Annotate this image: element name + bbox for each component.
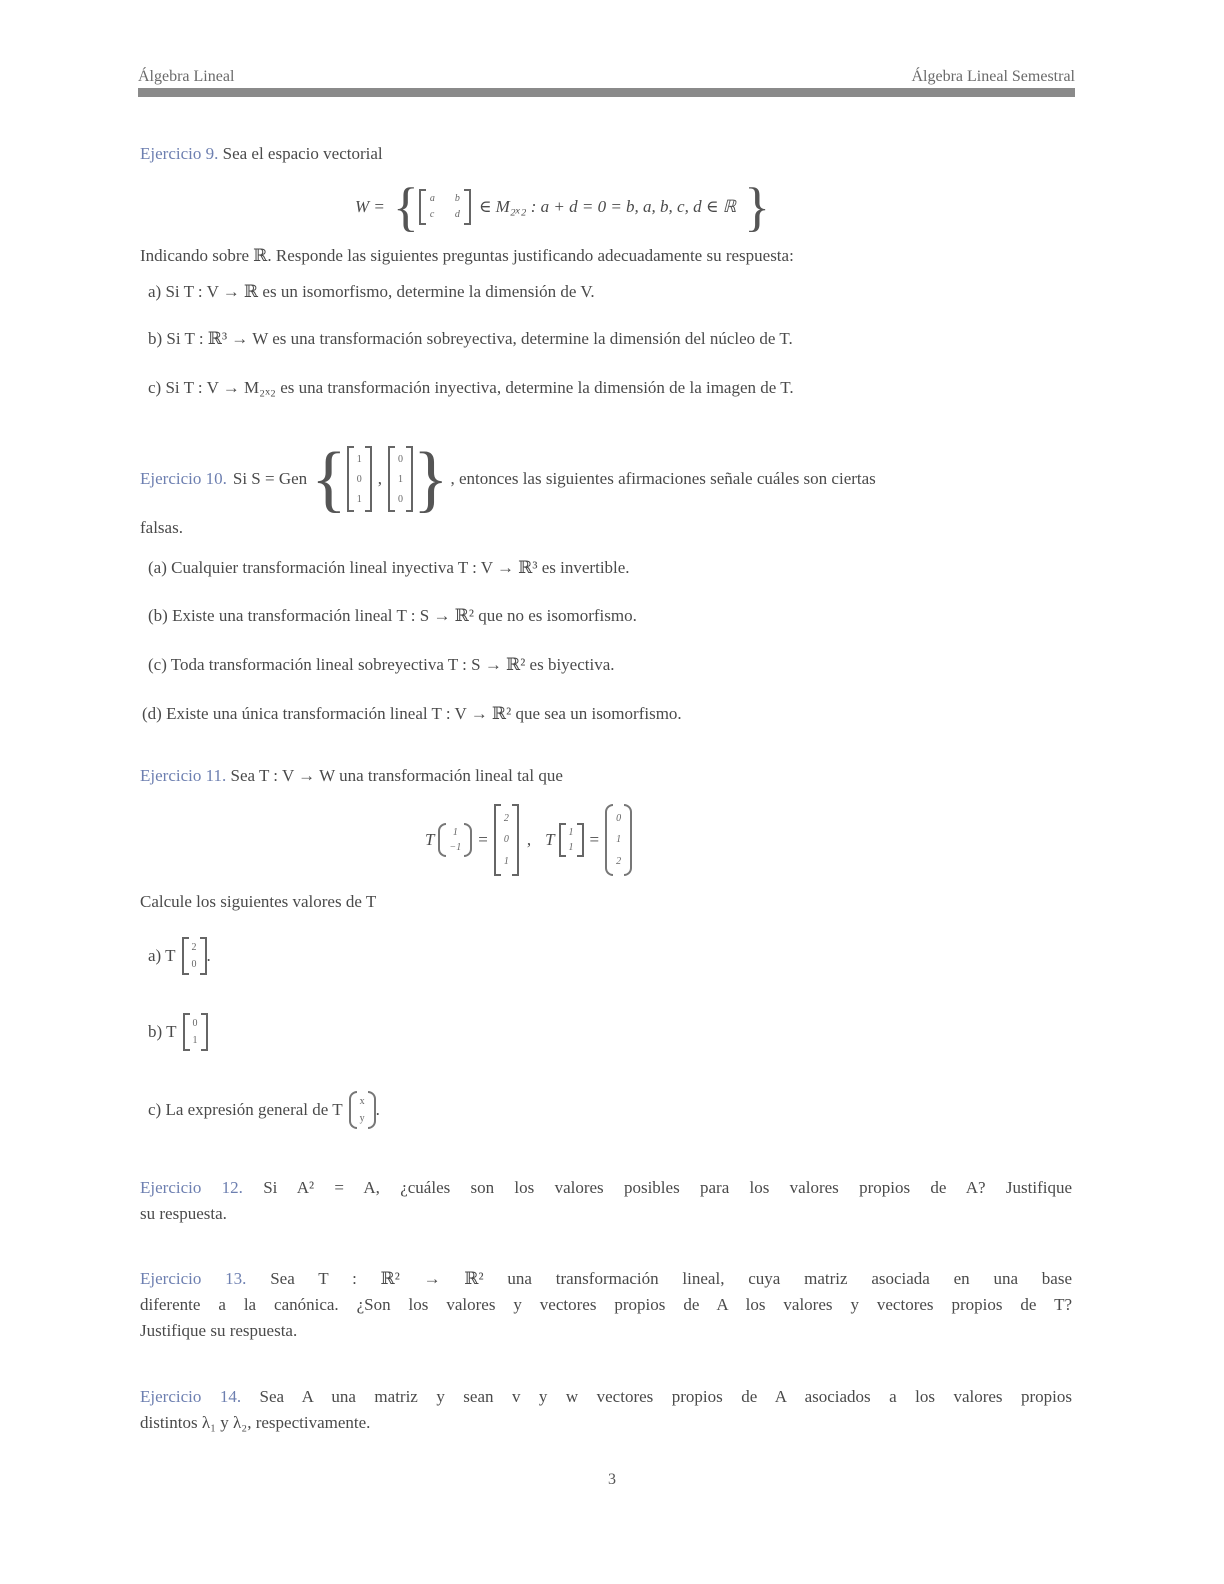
exercise-12: Ejercicio 12. Si A² = A, ¿cuáles son los valores posibles para los valores propios de A? Justifique su respuesta.	[140, 1178, 1072, 1223]
eq1-result: 2 0 1	[503, 813, 509, 867]
exercise-intro: Sea el espacio vectorial	[222, 144, 383, 163]
exercise-10-item-a: (a) Cualquier transformación lineal inyectiva T : V → ℝ³ es invertible.	[148, 558, 630, 577]
span-vector-2: 0 1 0	[397, 453, 403, 505]
page-number: 3	[608, 1471, 616, 1488]
page-header	[138, 66, 1075, 88]
exercise-title: Ejercicio 9.	[140, 144, 219, 163]
exercise-10-header: Ejercicio 10. Si S = Gen { 1 0 1 , 0 1 0 } , entonces las siguientes afirmaciones señale cuáles son ciertas	[140, 438, 876, 520]
exercise-title: Ejercicio 14.	[140, 1387, 242, 1406]
exercise-14: Ejercicio 14. Sea A una matriz y sean v y w vectores propios de A asociados a los valores propios distintos λ₁ y λ₂, respectivamente.	[140, 1387, 1073, 1432]
exercise-10-item-c: (c) Toda transformación lineal sobreyectiva T : S → ℝ² es biyectiva.	[148, 655, 615, 674]
exercise-11-equations: T 1 −1 = 2 0 1 , T 1 1 = 0 1 2	[425, 800, 632, 880]
exercise-13: Ejercicio 13. Sea T : ℝ² → ℝ² una transformación lineal, cuya matriz asociada en una base diferente a la canónica. ¿Son los valores y vectores propios de A los valores y vectores propios de T? Justifique su respuesta.	[140, 1269, 1072, 1340]
exercise-11-item-a: a) T 2 0 .	[148, 934, 211, 978]
exercise-10-item-d: (d) Existe una única transformación lineal T : V → ℝ² que sea un isomorfismo.	[142, 704, 682, 723]
exercise-11-header	[140, 766, 563, 786]
header-course-title: Álgebra Lineal	[138, 68, 235, 85]
exercise-10-item-b: (b) Existe una transformación lineal T : S → ℝ² que no es isomorfismo.	[148, 606, 637, 625]
exercise-9	[140, 141, 1072, 411]
formula-rhs: ∈ M₂ₓ₂ : a + d = 0 = b, a, b, c, d ∈ ℝ	[478, 197, 737, 216]
exercise-9-item-b: b) Si T : ℝ³ → W es una transformación sobreyectiva, determine la dimensión del núcleo de T.	[148, 329, 793, 348]
header-rule	[138, 88, 1075, 97]
exercise-title: Ejercicio 13.	[140, 1269, 247, 1288]
eq2-argument: 1 1	[568, 827, 574, 853]
exercise-9-formula: W = { a b c d ∈ M₂ₓ₂ : a + d = 0 = b, a, b, c, d ∈ ℝ }	[355, 177, 771, 237]
exercise-9-item-a: a) Si T : V → ℝ es un isomorfismo, determine la dimensión de V.	[148, 282, 595, 301]
exercise-title: Ejercicio 11.	[140, 766, 227, 785]
span-vector-1: 1 0 1	[356, 453, 362, 505]
exercise-lead: Si S = Gen	[232, 469, 308, 488]
exercise-10-tail: falsas.	[140, 518, 183, 537]
exercise-intro: Sea T : V → W una transformación lineal tal que	[230, 766, 563, 785]
exercise-11-statement: Calcule los siguientes valores de T	[140, 892, 377, 911]
exercise-9-item-c: c) Si T : V → M₂ₓ₂ es una transformación inyectiva, determine la dimensión de la imagen de T.	[148, 378, 794, 397]
exercise-tail: , entonces las siguientes afirmaciones señale cuáles son ciertas	[450, 469, 876, 488]
eq1-argument: 1 −1	[449, 827, 462, 853]
formula-matrix: a b c d	[429, 193, 460, 220]
exercise-statement: Indicando sobre ℝ. Responde las siguientes preguntas justificando adecuadamente su respuesta:	[140, 246, 794, 265]
header-course-subtitle: Álgebra Lineal Semestral	[911, 68, 1075, 85]
exercise-title: Ejercicio 12.	[140, 1178, 243, 1197]
exercise-title: Ejercicio 10.	[140, 469, 227, 488]
exercise-11-item-c: c) La expresión general de T x y .	[148, 1088, 380, 1132]
formula-lhs: W =	[355, 197, 385, 216]
exercise-11-item-b: b) T 0 1	[148, 1010, 208, 1054]
eq2-result: 0 1 2	[616, 813, 622, 867]
